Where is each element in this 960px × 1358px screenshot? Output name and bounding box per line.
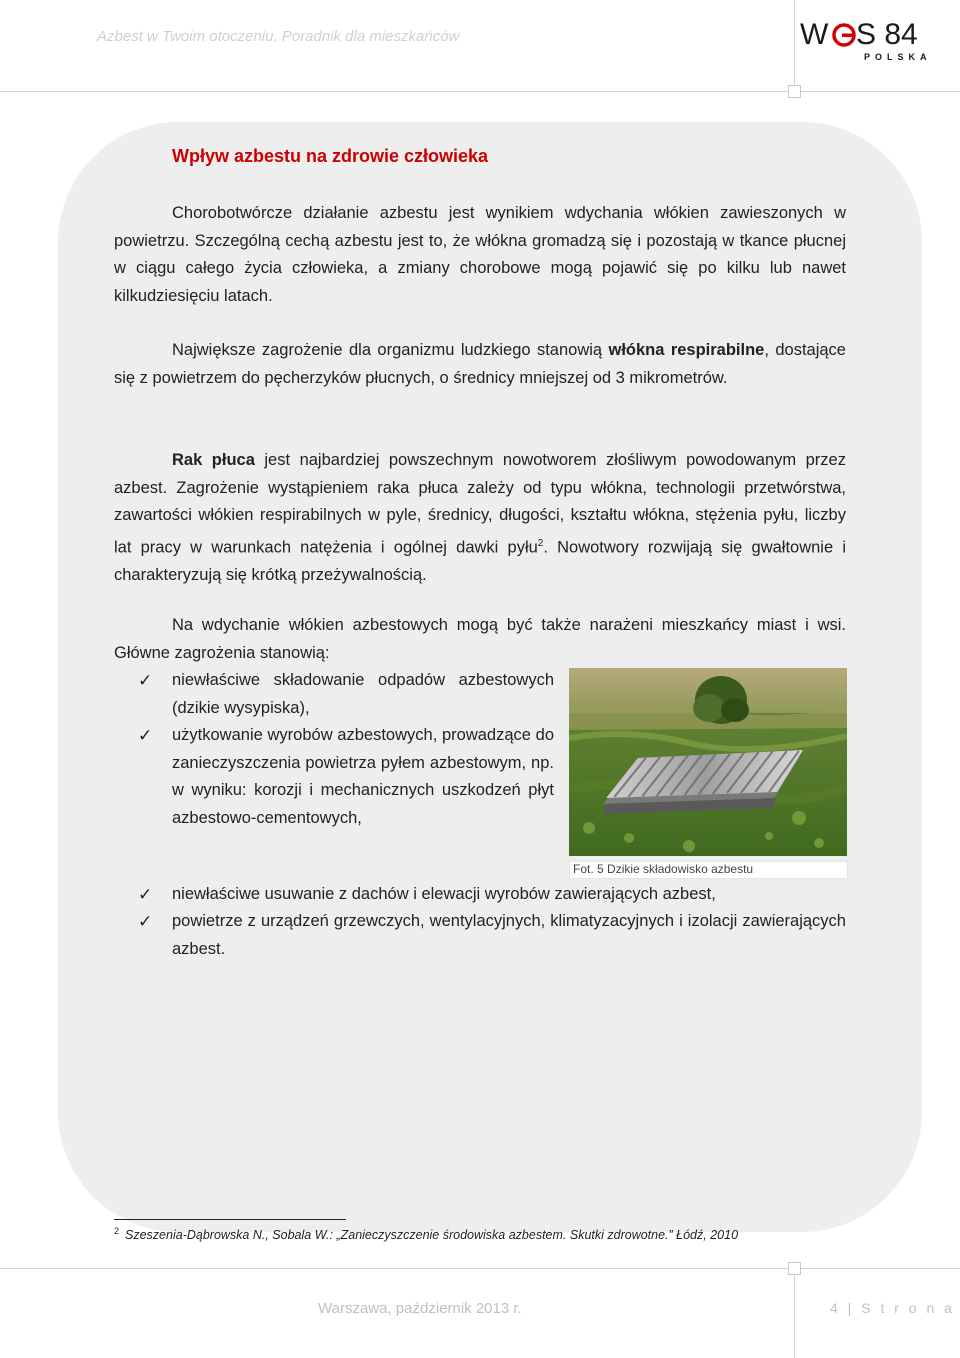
svg-text:W: W <box>800 18 829 51</box>
running-header-title: Azbest w Twoim otoczeniu. Poradnik dla mieszkańców <box>97 28 460 45</box>
wgs84-logo <box>800 16 936 62</box>
page-number: 4 <box>830 1300 841 1316</box>
text-span: jest najbardziej powszechnym nowotworem złośliwym powodowanym przez azbest. Zagrożenie wystąpieniem raka płuca zależy od typu włókna, technologii przetwórstwa, zawartości włókien respirabilnych w pyle, średnicy, długości, kształtu włókna, stężenia pyłu, liczby lat pracy w warunkach natężenia i ogólnej dawki pyłu <box>114 451 846 556</box>
bullet-text: niewłaściwe składowanie odpadów azbestowych (dzikie wysypiska), <box>172 671 554 717</box>
svg-text:POLSKA: POLSKA <box>864 52 932 62</box>
section-title: Wpływ azbestu na zdrowie człowieka <box>172 146 489 166</box>
photo-caption <box>573 862 753 876</box>
text-span: , dostające się z powietrzem do pęcherzyków płucnych, o średnicy mniejszej od 3 mikrometrów. <box>114 341 846 387</box>
page-label: | S t r o n a <box>840 1300 955 1316</box>
header-corner-square <box>788 85 801 98</box>
checkmark-icon: ✓ <box>138 671 153 690</box>
caption-number: 5 <box>597 862 604 876</box>
footer-corner-square <box>788 1262 801 1275</box>
footnote <box>114 1226 738 1242</box>
bullet-item-air-from-devices <box>138 908 846 963</box>
bold-term-lung-cancer: Rak płuca <box>172 451 255 469</box>
footnote-text: Szeszenia-Dąbrowska N., Sobala W.: „Zanieczyszczenie środowiska azbestem. Skutki zdrowotne.” Łódź, 2010 <box>125 1228 739 1243</box>
footer-vertical-rule <box>794 1268 795 1358</box>
text-span: . Nowotwory rozwijają się gwałtownie i charakteryzują się krótką przeżywalnością. <box>114 538 846 584</box>
bullet-item-use-of-products <box>138 722 554 832</box>
svg-text:S 84: S 84 <box>856 18 918 51</box>
footer-place-date: Warszawa, październik 2013 r. <box>318 1300 522 1317</box>
paragraph-pathogenic-action: Chorobotwórcze działanie azbestu jest wynikiem wdychania włókien zawieszonych w powietrzu. Szczególną cechą azbestu jest to, że włókna gromadzą się i pozostają w tkance płucnej w ciągu całego życia człowieka, a zmiany chorobowe mogą pojawić się po kilku lub nawet kilkudziesięciu latach. <box>114 204 846 305</box>
caption-prefix: Fot. <box>573 862 598 876</box>
asbestos-dump-photo <box>569 668 847 856</box>
text-span: Największe zagrożenie dla organizmu ludzkiego stanowią <box>172 341 609 359</box>
bullet-item-illegal-dumps <box>138 667 554 722</box>
bullet-text: powietrze z urządzeń grzewczych, wentylacyjnych, klimatyzacyjnych i izolacji zawierających azbest. <box>172 912 846 958</box>
paragraph-respirable-fibres <box>114 337 846 392</box>
footer-page-number <box>830 1300 955 1316</box>
footnote-number: 2 <box>114 1226 120 1236</box>
footnote-separator <box>114 1219 346 1220</box>
header-rule <box>0 91 960 92</box>
footnote-reference: 2 <box>537 537 544 549</box>
bold-term-respirable-fibres: włókna respirabilne <box>608 341 765 359</box>
checkmark-icon: ✓ <box>138 912 153 931</box>
header-vertical-rule <box>794 0 795 92</box>
checkmark-icon: ✓ <box>138 726 153 745</box>
caption-text: Dzikie składowisko azbestu <box>603 862 754 876</box>
checkmark-icon: ✓ <box>138 885 153 904</box>
bullet-item-improper-removal <box>138 881 846 909</box>
bullet-text: użytkowanie wyrobów azbestowych, prowadzące do zanieczyszczenia powietrza pyłem azbestowym, np. w wyniku: korozji i mechanicznych uszkodzeń płyt azbestowo-cementowych, <box>172 726 554 827</box>
paragraph-main-threats: Na wdychanie włókien azbestowych mogą być także narażeni mieszkańcy miast i wsi. Główne zagrożenia stanowią: <box>114 616 846 662</box>
bullet-text: niewłaściwe usuwanie z dachów i elewacji wyrobów zawierających azbest, <box>172 885 716 903</box>
paragraph-lung-cancer <box>114 447 846 589</box>
footer-rule <box>0 1268 960 1269</box>
